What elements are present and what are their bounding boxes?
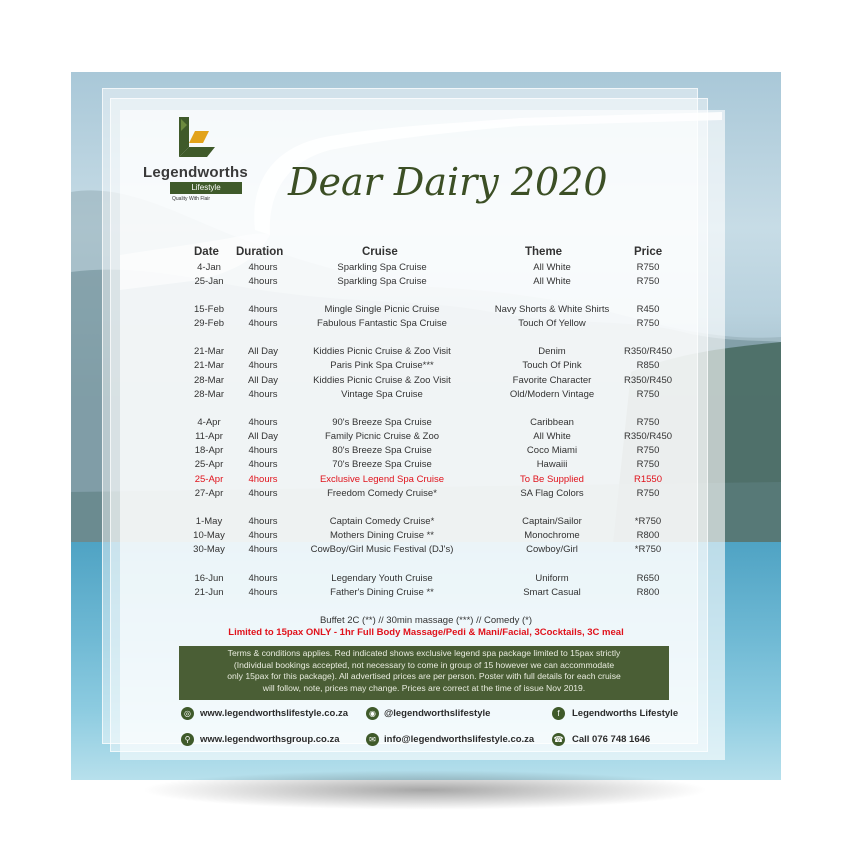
row-cruise: Legendary Youth Cruise (331, 573, 433, 584)
table-row (0, 459, 852, 472)
terms-line: will follow, note, prices may change. Prices are correct at the time of issue Nov 2019. (262, 682, 586, 693)
table-row (0, 573, 852, 586)
row-date: 4-Jan (197, 262, 221, 273)
phone-link[interactable]: Call 076 748 1646 (572, 734, 651, 745)
row-theme: All White (533, 262, 571, 273)
row-date: 29-Feb (193, 318, 225, 329)
row-theme: Denim (538, 346, 566, 357)
table-row (0, 375, 852, 388)
header-cruise: Cruise (362, 246, 398, 258)
row-duration: 4hours (248, 516, 278, 527)
row-price: *R750 (634, 544, 662, 555)
row-date: 25-Jan (194, 276, 224, 287)
row-price: R750 (636, 417, 660, 428)
search-icon: ⚲ (181, 733, 194, 746)
row-price: R450 (636, 304, 660, 315)
row-cruise: 70's Breeze Spa Cruise (332, 459, 432, 470)
row-price: R650 (636, 573, 660, 584)
row-theme: Touch Of Yellow (518, 318, 586, 329)
row-duration: 4hours (248, 445, 278, 456)
email-icon: ✉ (366, 733, 379, 746)
table-row (0, 445, 852, 458)
table-row (0, 318, 852, 331)
row-theme: Caribbean (530, 417, 574, 428)
row-price: R350/R450 (623, 346, 673, 357)
row-date: 16-Jun (194, 573, 224, 584)
row-theme: Coco Miami (526, 445, 578, 456)
row-cruise: CowBoy/Girl Music Festival (DJ's) (310, 544, 454, 555)
table-row (0, 417, 852, 430)
row-date: 4-Apr (197, 417, 221, 428)
row-cruise: Kiddies Picnic Cruise & Zoo Visit (313, 346, 451, 357)
globe-icon: ◎ (181, 707, 194, 720)
row-theme: All White (533, 276, 571, 287)
table-row (0, 516, 852, 529)
row-duration: 4hours (248, 488, 278, 499)
row-duration: 4hours (248, 459, 278, 470)
row-price: R750 (636, 445, 660, 456)
header-date: Date (194, 246, 219, 258)
row-date: 18-Apr (194, 445, 224, 456)
row-cruise: Father's Dining Cruise ** (330, 587, 434, 598)
row-date: 28-Mar (193, 375, 225, 386)
row-cruise: Paris Pink Spa Cruise*** (330, 360, 434, 371)
row-date: 21-Mar (193, 360, 225, 371)
row-price: R750 (636, 318, 660, 329)
row-price: R850 (636, 360, 660, 371)
table-row (0, 474, 852, 487)
row-date: 25-Apr (194, 474, 224, 485)
header-duration: Duration (236, 246, 284, 258)
terms-line: Terms & conditions applies. Red indicated shows exclusive legend spa package limited to 15pax strictly (227, 648, 621, 658)
row-date: 21-Jun (194, 587, 224, 598)
row-cruise: Kiddies Picnic Cruise & Zoo Visit (313, 375, 451, 386)
row-cruise: Sparkling Spa Cruise (337, 276, 427, 287)
row-cruise: 80's Breeze Spa Cruise (332, 445, 432, 456)
table-row (0, 360, 852, 373)
row-duration: 4hours (248, 474, 278, 485)
terms-box (179, 646, 669, 700)
row-date: 25-Apr (194, 459, 224, 470)
row-duration: 4hours (248, 262, 278, 273)
brand-name: Legendworths (143, 164, 248, 181)
table-row (0, 276, 852, 289)
exclusive-note: Limited to 15pax ONLY - 1hr Full Body Massage/Pedi & Mani/Facial, 3Cocktails, 3C meal (228, 627, 624, 638)
row-duration: 4hours (248, 573, 278, 584)
row-duration: 4hours (248, 417, 278, 428)
row-price: R750 (636, 488, 660, 499)
row-theme: Captain/Sailor (522, 516, 582, 527)
header-price: Price (634, 246, 663, 258)
logo-mark-icon (137, 115, 267, 167)
brand-tagline: Quality With Flair (172, 196, 211, 202)
row-price: R800 (636, 587, 660, 598)
row-duration: 4hours (248, 360, 278, 371)
row-duration: All Day (247, 375, 279, 386)
row-theme: To Be Supplied (520, 474, 584, 485)
table-row (0, 544, 852, 557)
instagram-link[interactable]: @legendworthslifestyle (384, 708, 491, 719)
legend-note: Buffet 2C (**) // 30min massage (***) // Comedy (*) (319, 615, 533, 626)
row-theme: All White (533, 431, 571, 442)
row-price: R750 (636, 389, 660, 400)
row-theme: Touch Of Pink (522, 360, 582, 371)
row-price: R800 (636, 530, 660, 541)
row-cruise: Fabulous Fantastic Spa Cruise (317, 318, 447, 329)
row-theme: Smart Casual (523, 587, 581, 598)
row-theme: Favorite Character (512, 375, 592, 386)
table-row (0, 304, 852, 317)
row-duration: 4hours (248, 276, 278, 287)
row-price: R350/R450 (623, 431, 673, 442)
row-theme: Hawaiii (536, 459, 568, 470)
row-date: 27-Apr (194, 488, 224, 499)
row-theme: Uniform (535, 573, 569, 584)
row-duration: 4hours (248, 544, 278, 555)
row-date: 11-Apr (195, 431, 223, 442)
row-cruise: Exclusive Legend Spa Cruise (319, 474, 445, 485)
row-price: R750 (636, 276, 660, 287)
row-cruise: Freedom Comedy Cruise* (327, 488, 437, 499)
row-cruise: Mothers Dining Cruise ** (329, 530, 435, 541)
row-date: 10-May (193, 530, 225, 541)
table-row (0, 587, 852, 600)
row-cruise: Mingle Single Picnic Cruise (324, 304, 440, 315)
page-title: Dear Dairy 2020 (288, 160, 608, 204)
row-duration: 4hours (248, 318, 278, 329)
row-date: 1-May (195, 516, 223, 527)
row-price: R350/R450 (623, 375, 673, 386)
terms-line: only 15pax for this package). All advertised prices are per person. Poster with full details for each cruise (227, 671, 621, 681)
table-row (0, 488, 852, 501)
row-date: 30-May (193, 544, 225, 555)
row-cruise: 90's Breeze Spa Cruise (332, 417, 432, 428)
table-row (0, 262, 852, 275)
paper-curl-decoration (0, 0, 852, 300)
row-theme: SA Flag Colors (520, 488, 584, 499)
table-row (0, 389, 852, 402)
email-link[interactable]: info@legendworthslifestyle.co.za (384, 734, 535, 745)
table-row (0, 431, 852, 444)
row-cruise: Captain Comedy Cruise* (329, 516, 435, 527)
row-theme: Cowboy/Girl (526, 544, 578, 555)
row-duration: 4hours (248, 587, 278, 598)
row-date: 28-Mar (193, 389, 225, 400)
facebook-link[interactable]: Legendworths Lifestyle (572, 708, 679, 719)
row-duration: 4hours (248, 530, 278, 541)
instagram-icon: ◉ (366, 707, 379, 720)
group-website-link[interactable]: www.legendworthsgroup.co.za (200, 734, 340, 745)
row-date: 21-Mar (193, 346, 225, 357)
row-theme: Monochrome (524, 530, 580, 541)
row-price: R750 (636, 459, 660, 470)
terms-line: (Individual bookings accepted, not necessary to come in group of 15 however we can accommodate (233, 659, 615, 670)
row-date: 15-Feb (193, 304, 225, 315)
row-duration: All Day (247, 431, 279, 442)
row-duration: All Day (247, 346, 279, 357)
row-theme: Old/Modern Vintage (509, 389, 595, 400)
row-price: R1550 (634, 474, 662, 485)
row-cruise: Sparkling Spa Cruise (337, 262, 427, 273)
row-cruise: Family Picnic Cruise & Zoo (324, 431, 440, 442)
header-theme: Theme (525, 246, 563, 258)
phone-icon: ☎ (553, 735, 564, 744)
row-theme: Navy Shorts & White Shirts (494, 304, 610, 315)
row-price: *R750 (634, 516, 662, 527)
brand-sub: Lifestyle (170, 182, 242, 194)
row-duration: 4hours (248, 304, 278, 315)
facebook-icon: f (552, 707, 565, 720)
row-cruise: Vintage Spa Cruise (341, 389, 423, 400)
row-price: R750 (636, 262, 660, 273)
table-row (0, 346, 852, 359)
paper-shadow (140, 770, 710, 810)
website-link[interactable]: www.legendworthslifestyle.co.za (200, 708, 348, 719)
table-row (0, 530, 852, 543)
row-duration: 4hours (248, 389, 278, 400)
